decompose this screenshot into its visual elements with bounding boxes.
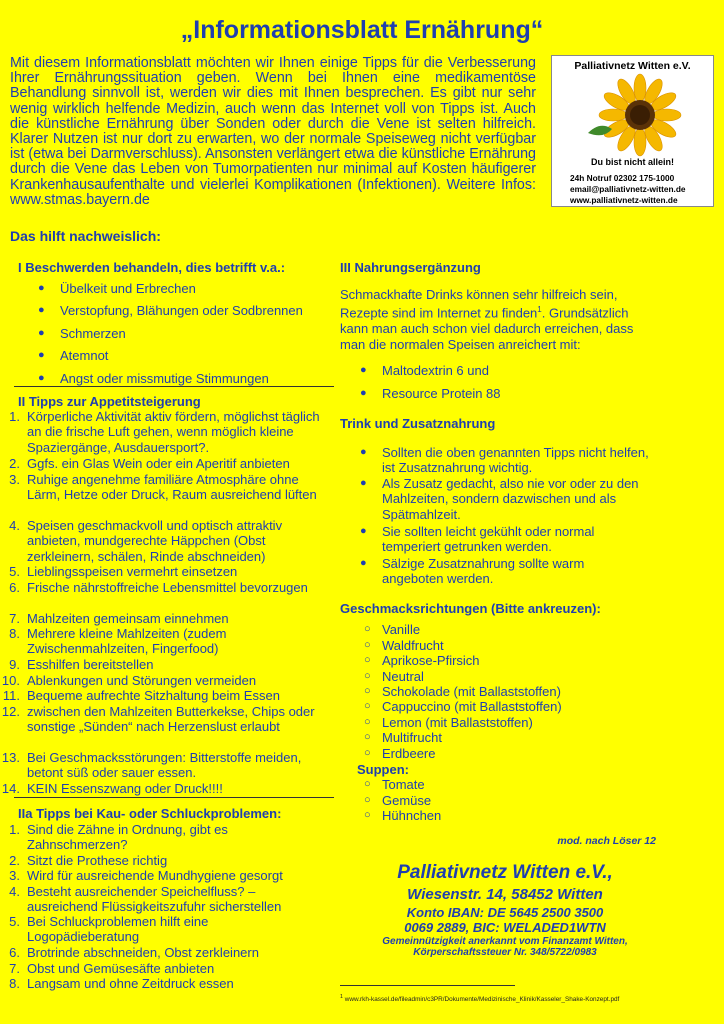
section-2a-heading: IIa Tipps bei Kau- oder Schluckproblemen:: [18, 806, 282, 821]
footnote-divider: [340, 985, 515, 986]
logo-box: [551, 55, 714, 207]
section-1-heading: I Beschwerden behandeln, dies betrifft v.a.:: [18, 260, 286, 275]
footnote: $^1$ www.rkh-kassel.de/fileadmin/c3PR/Dokumente/Medizinische_Klinik/Kasseler_Shake-Konzept.pdf: [340, 994, 620, 1004]
logo-phone: 24h Notruf 02302 175-1000: [570, 173, 675, 183]
org-note: Gemeinnützigkeit anerkannt vom Finanzamt Witten,: [382, 936, 628, 947]
soups-heading: Suppen:: [357, 762, 409, 777]
org-iban: Konto IBAN: DE 5645 2500 3500: [406, 905, 604, 920]
intro-paragraph: Mit diesem Informationsblatt möchten wir Ihnen einige Tipps für die Verbesserung Ihrer Ernährungssituation geben. Wenn bei Ihnen eine medikamentöse Behandlung sinnvoll ist, werden wir dies mit Ihnen besprechen. Es gibt nur sehr wenig wirklich helfende Medizin, auch wenn das Internet voll von Tipps ist. Auch die künstliche Ernährung über Sonden oder durch die Vene ist selten hilfreich. Klarer Nutzen ist nur dort zu erwarten, wo der normale Speiseweg nicht verfügbar ist (etwa bei Darmverschluss). Ansonsten verlängert etwa die künstliche Ernährung durch die Vene das Leben von Tumorpatienten nur minimal auf Kosten häufigerer Krankenhausaufenthalte und vielerlei Komplikationen (Infektionen). Weitere Infos: www.stmas.bayern.de: [10, 55, 536, 208]
section-3-text: Schmackhafte Drinks können sehr hilfreich sein, Rezepte sind im Internet zu finden$^1$. Grundsätzlich kann man auch schon viel dadurch erreichen, dass man die normalen Speisen anreichert mit:: [340, 287, 634, 352]
section-4-heading: Trink und Zusatznahrung: [340, 416, 496, 431]
logo-email: email@palliativnetz-witten.de: [570, 184, 686, 194]
logo-title: Palliativnetz Witten e.V.: [574, 60, 691, 72]
divider: [14, 386, 334, 387]
source-note: mod. nach Löser 12: [557, 835, 656, 847]
intro-subheading: Das hilft nachweislich:: [10, 228, 161, 244]
org-iban-bic: 0069 2889, BIC: WELADED1WTN: [404, 920, 606, 935]
section-3-heading: III Nahrungsergänzung: [340, 260, 481, 275]
footnote-ref: 1: [537, 305, 542, 315]
divider: [14, 797, 334, 798]
org-tax: Körperschaftssteuer Nr. 348/5722/0983: [413, 947, 597, 958]
section-5-heading: Geschmacksrichtungen (Bitte ankreuzen):: [340, 601, 601, 616]
page-title: „Informationsblatt Ernährung“: [180, 16, 544, 44]
logo-tagline: Du bist nicht allein!: [590, 157, 674, 167]
sunflower-image: [582, 73, 682, 157]
section-2-heading: II Tipps zur Appetitsteigerung: [18, 394, 201, 409]
org-address: Wiesenstr. 14, 58452 Witten: [407, 886, 603, 903]
logo-web: www.palliativnetz-witten.de: [570, 195, 678, 205]
org-name: Palliativnetz Witten e.V.,: [397, 862, 613, 883]
organization-block: [340, 862, 670, 958]
